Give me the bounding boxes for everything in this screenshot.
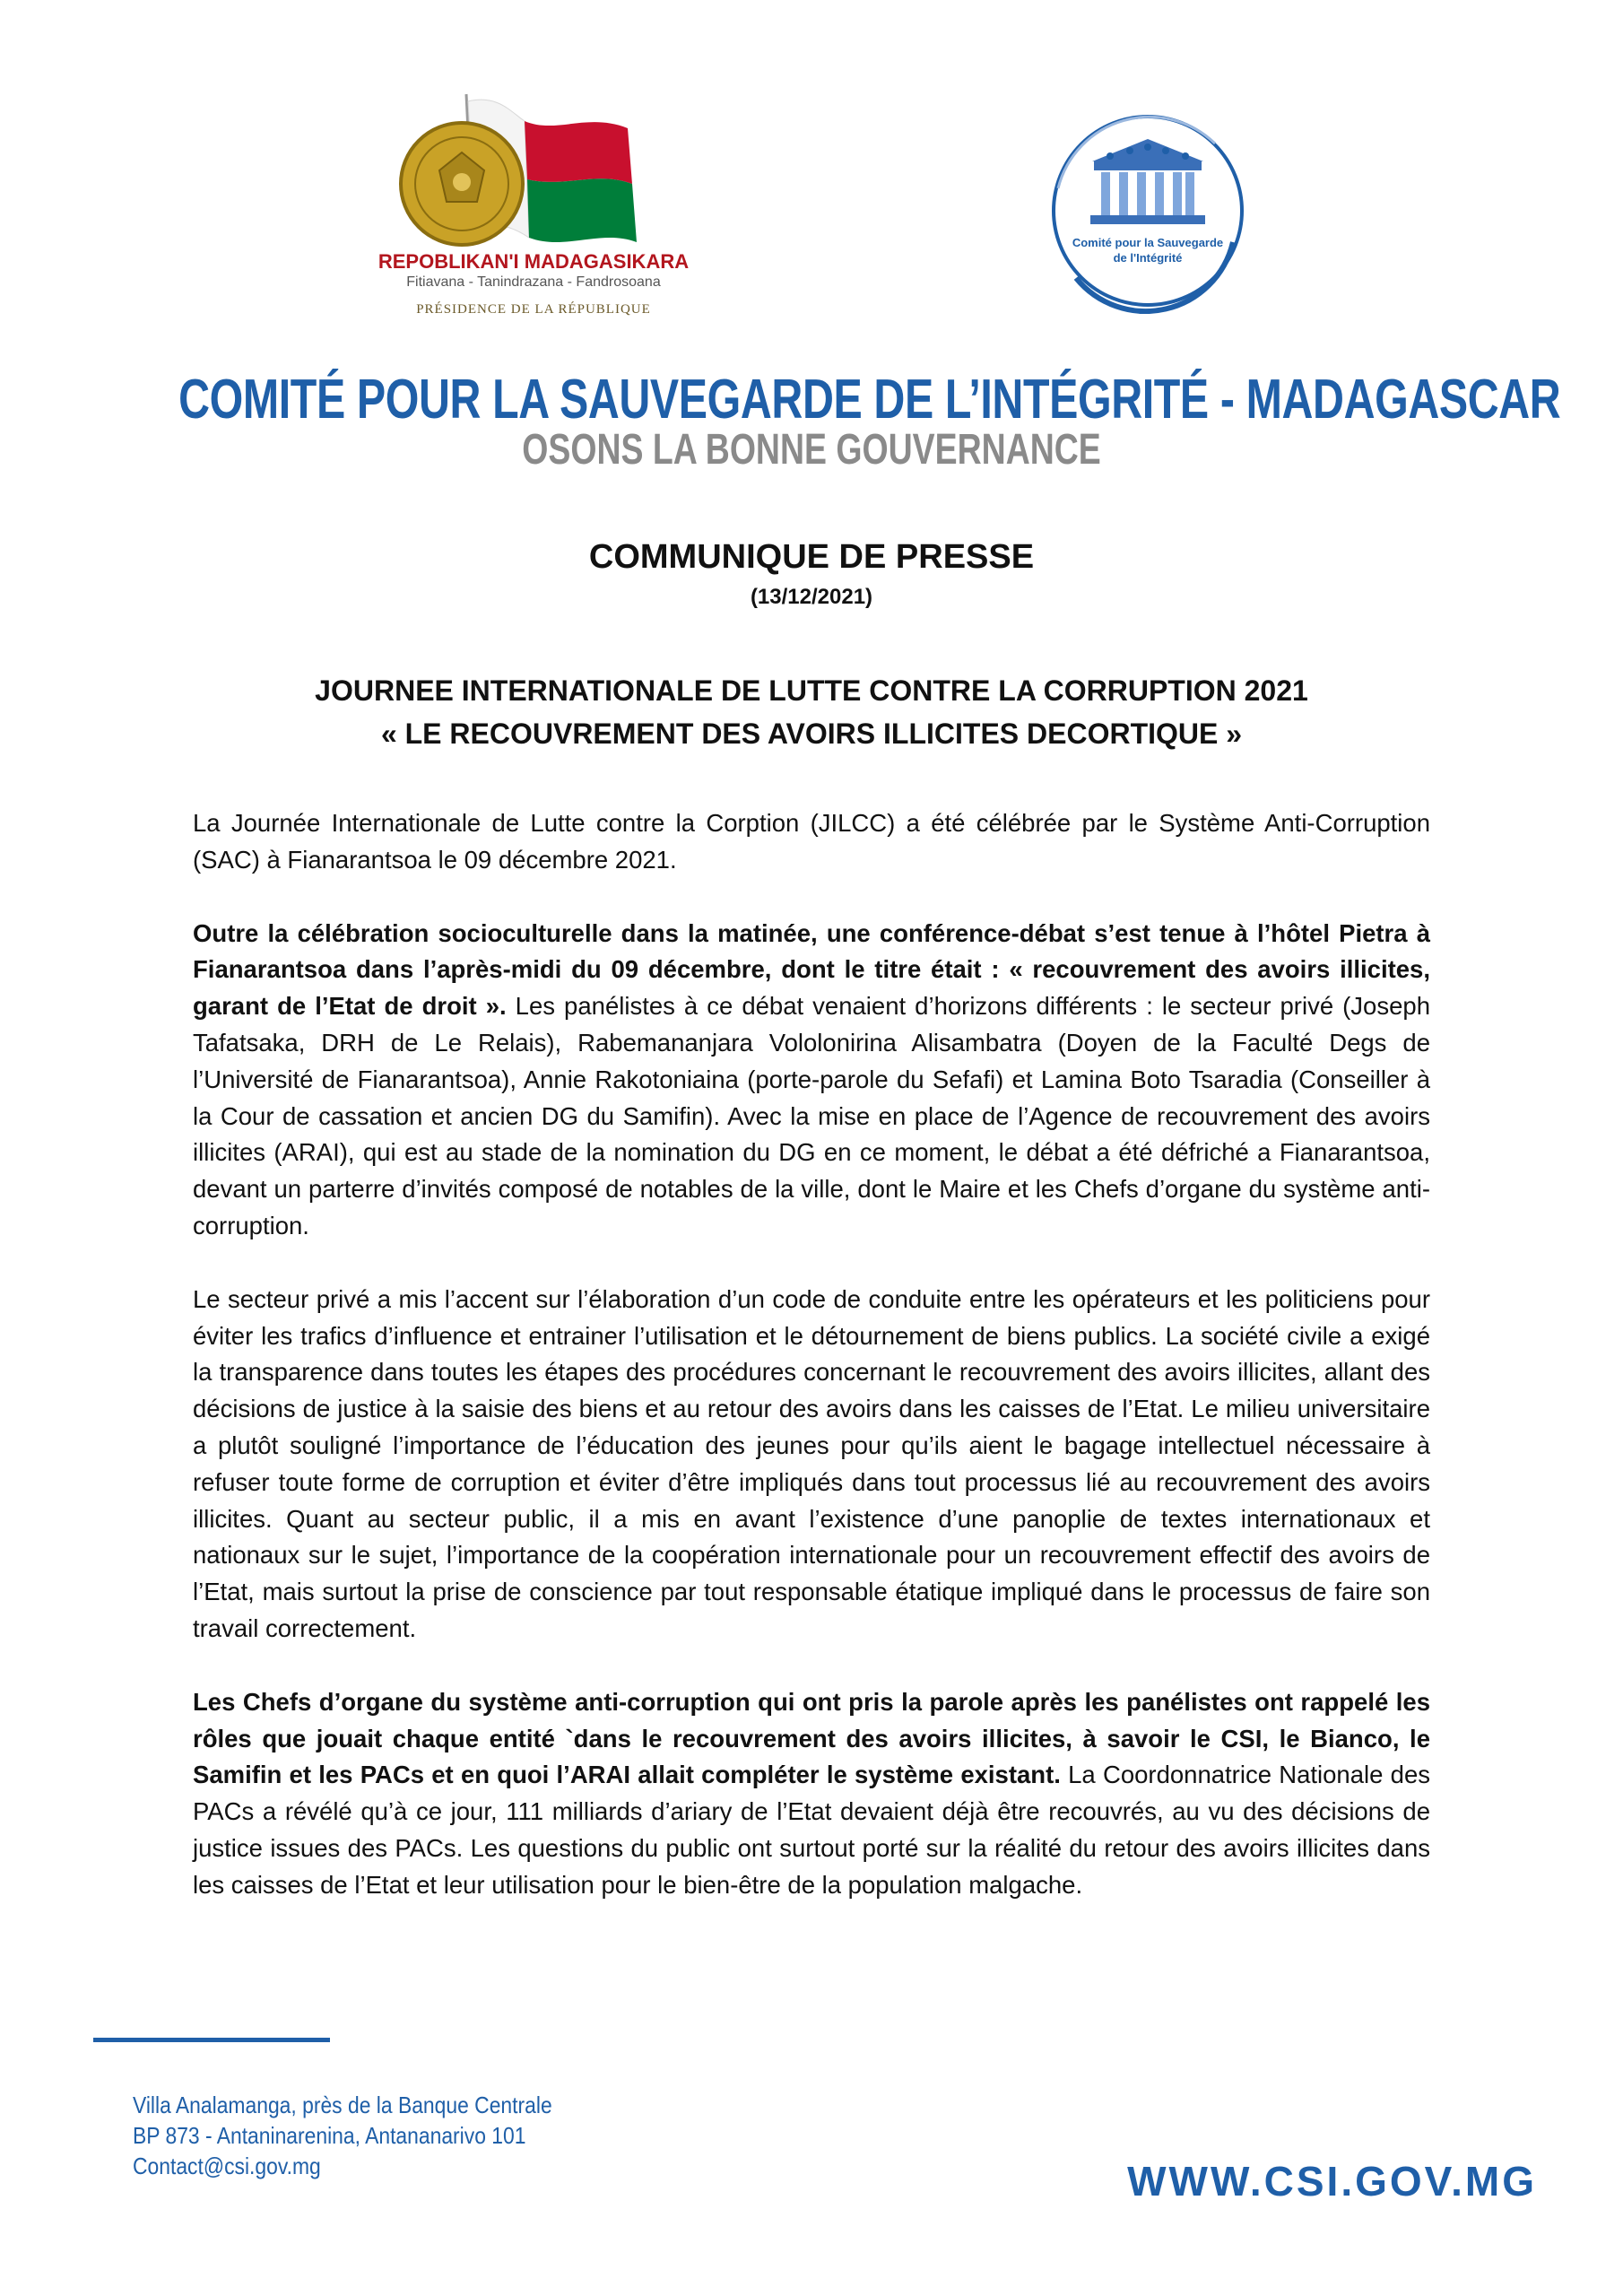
madagascar-seal-flag-icon	[341, 85, 708, 318]
article-body	[193, 805, 1430, 1941]
csi-logo-text-line2: de l'Intégrité	[1113, 251, 1183, 265]
press-release-title: COMMUNIQUE DE PRESSE	[588, 538, 1035, 576]
country-motto: Fitiavana - Tanindrazana - Fandrosoana	[406, 274, 661, 290]
organization-slogan: OSONS LA BONNE GOUVERNANCE	[522, 426, 1101, 474]
headline-line-2: « LE RECOUVREMENT DES AVOIRS ILLICITES DECORTIQUE »	[380, 718, 1243, 750]
paragraph-4-bold: Les Chefs d’organe du système anti-corruption qui ont pris la parole après les panélistes ont rappelé les rôles que jouait chaque entité `dans le recouvrement des avoirs illicites, à savoir le CSI, le Bianco, le Samifin et les PACs et en quoi l’ARAI allait compléter le système existant.	[193, 1687, 1430, 1789]
contact-email: Contact@csi.gov.mg	[133, 2152, 321, 2179]
paragraph-4	[193, 1684, 1430, 1904]
paragraph-2	[193, 916, 1430, 1245]
press-release-date: (13/12/2021)	[750, 585, 873, 609]
address-line-1: Villa Analamanga, près de la Banque Centrale	[133, 2092, 552, 2118]
paragraph-2-bold: Outre la célébration socioculturelle dans la matinée, une conférence-débat s’est tenue à l’hôtel Pietra à Fianarantsoa dans l’après-midi du 09 décembre, dont le titre était : « recouvrement des avoirs illicites, garant de l’Etat de droit ».	[193, 918, 1430, 1021]
country-name: REPOBLIKAN'I MADAGASIKARA	[378, 250, 690, 273]
presidency-logo	[341, 85, 708, 318]
paragraph-2-text: Les panélistes à ce débat venaient d’horizons différents : le secteur privé (Joseph Tafatsaka, DRH de Le Relais), Rabemananjara Vololonirina Alisambatra (Doyen de la Faculté Degs de l’Université de Fianarantsoa), Annie Rakotoniaina (porte-parole du Sefafi) et Lamina Boto Tsaradia (Conseiller à la Cour de cassation et ancien DG du Samifin). Avec la mise en place de l’Agence de recouvrement des avoirs illicites (ARAI), qui est au stade de la nomination du DG en ce moment, le débat a été défriché a Fianarantsoa, devant un parterre d’invités composé de notables de la ville, dont le Maire et les Chefs d’organe du système anti-corruption.	[193, 992, 1430, 1239]
paragraph-4-text: La Coordonnatrice Nationale des PACs a révélé qu’à ce jour, 111 milliards d’ariary de l’Etat devaient déjà être recouvrés, au vu des décisions de justice issues des PACs. Les questions du public ont surtout porté sur la réalité du retour des avoirs illicites dans les caisses de l’Etat et leur utilisation pour le bien-être de la population malgache.	[193, 1761, 1430, 1899]
website-url: WWW.CSI.GOV.MG	[1127, 2158, 1537, 2205]
footer-divider	[93, 2038, 330, 2042]
address-line-2: BP 873 - Antaninarenina, Antananarivo 101	[133, 2122, 526, 2149]
csi-logo-text-line1: Comité pour la Sauvegarde	[1072, 236, 1224, 249]
headline-line-1: JOURNEE INTERNATIONALE DE LUTTE CONTRE LA CORRUPTION 2021	[315, 674, 1308, 707]
paragraph-3: Le secteur privé a mis l’accent sur l’élaboration d’un code de conduite entre les opérateurs et les politiciens pour éviter les trafics d’influence et entrainer l’utilisation et le détournement de biens publics. La société civile a exigé la transparence dans toutes les étapes des procédures concernant le recouvrement des avoirs illicites, allant des décisions de justice à la saisie des biens et au retour des avoirs dans les caisses de l’Etat. Le milieu universitaire a plutôt souligné l’importance de l’éducation des jeunes pour qu’ils aient le bagage intellectuel nécessaire à refuser toute forme de corruption et éviter d’être impliqués dans tout processus lié au recouvrement des avoirs illicites. Quant au secteur public, il a mis en avant l’existence d’une panoplie de textes internationaux et nationaux sur le sujet, l’importance de la coopération internationale pour un recouvrement effectif des avoirs de l’Etat, mais surtout la prise de conscience par tout responsable étatique impliqué dans le processus de faire son travail correctement.	[193, 1284, 1430, 1642]
footer-address	[133, 2090, 552, 2181]
presidency-label: PRÉSIDENCE DE LA RÉPUBLIQUE	[416, 302, 651, 317]
organization-title: COMITÉ POUR LA SAUVEGARDE DE L’INTÉGRITÉ - MADAGASCAR	[178, 369, 1561, 430]
csi-logo	[1022, 108, 1273, 314]
paragraph-1: La Journée Internationale de Lutte contre la Corption (JILCC) a été célébrée par le Système Anti-Corruption (SAC) à Fianarantsoa le 09 décembre 2021.	[193, 809, 1430, 874]
headline	[0, 669, 1623, 755]
csi-building-emblem-icon	[1022, 108, 1273, 314]
